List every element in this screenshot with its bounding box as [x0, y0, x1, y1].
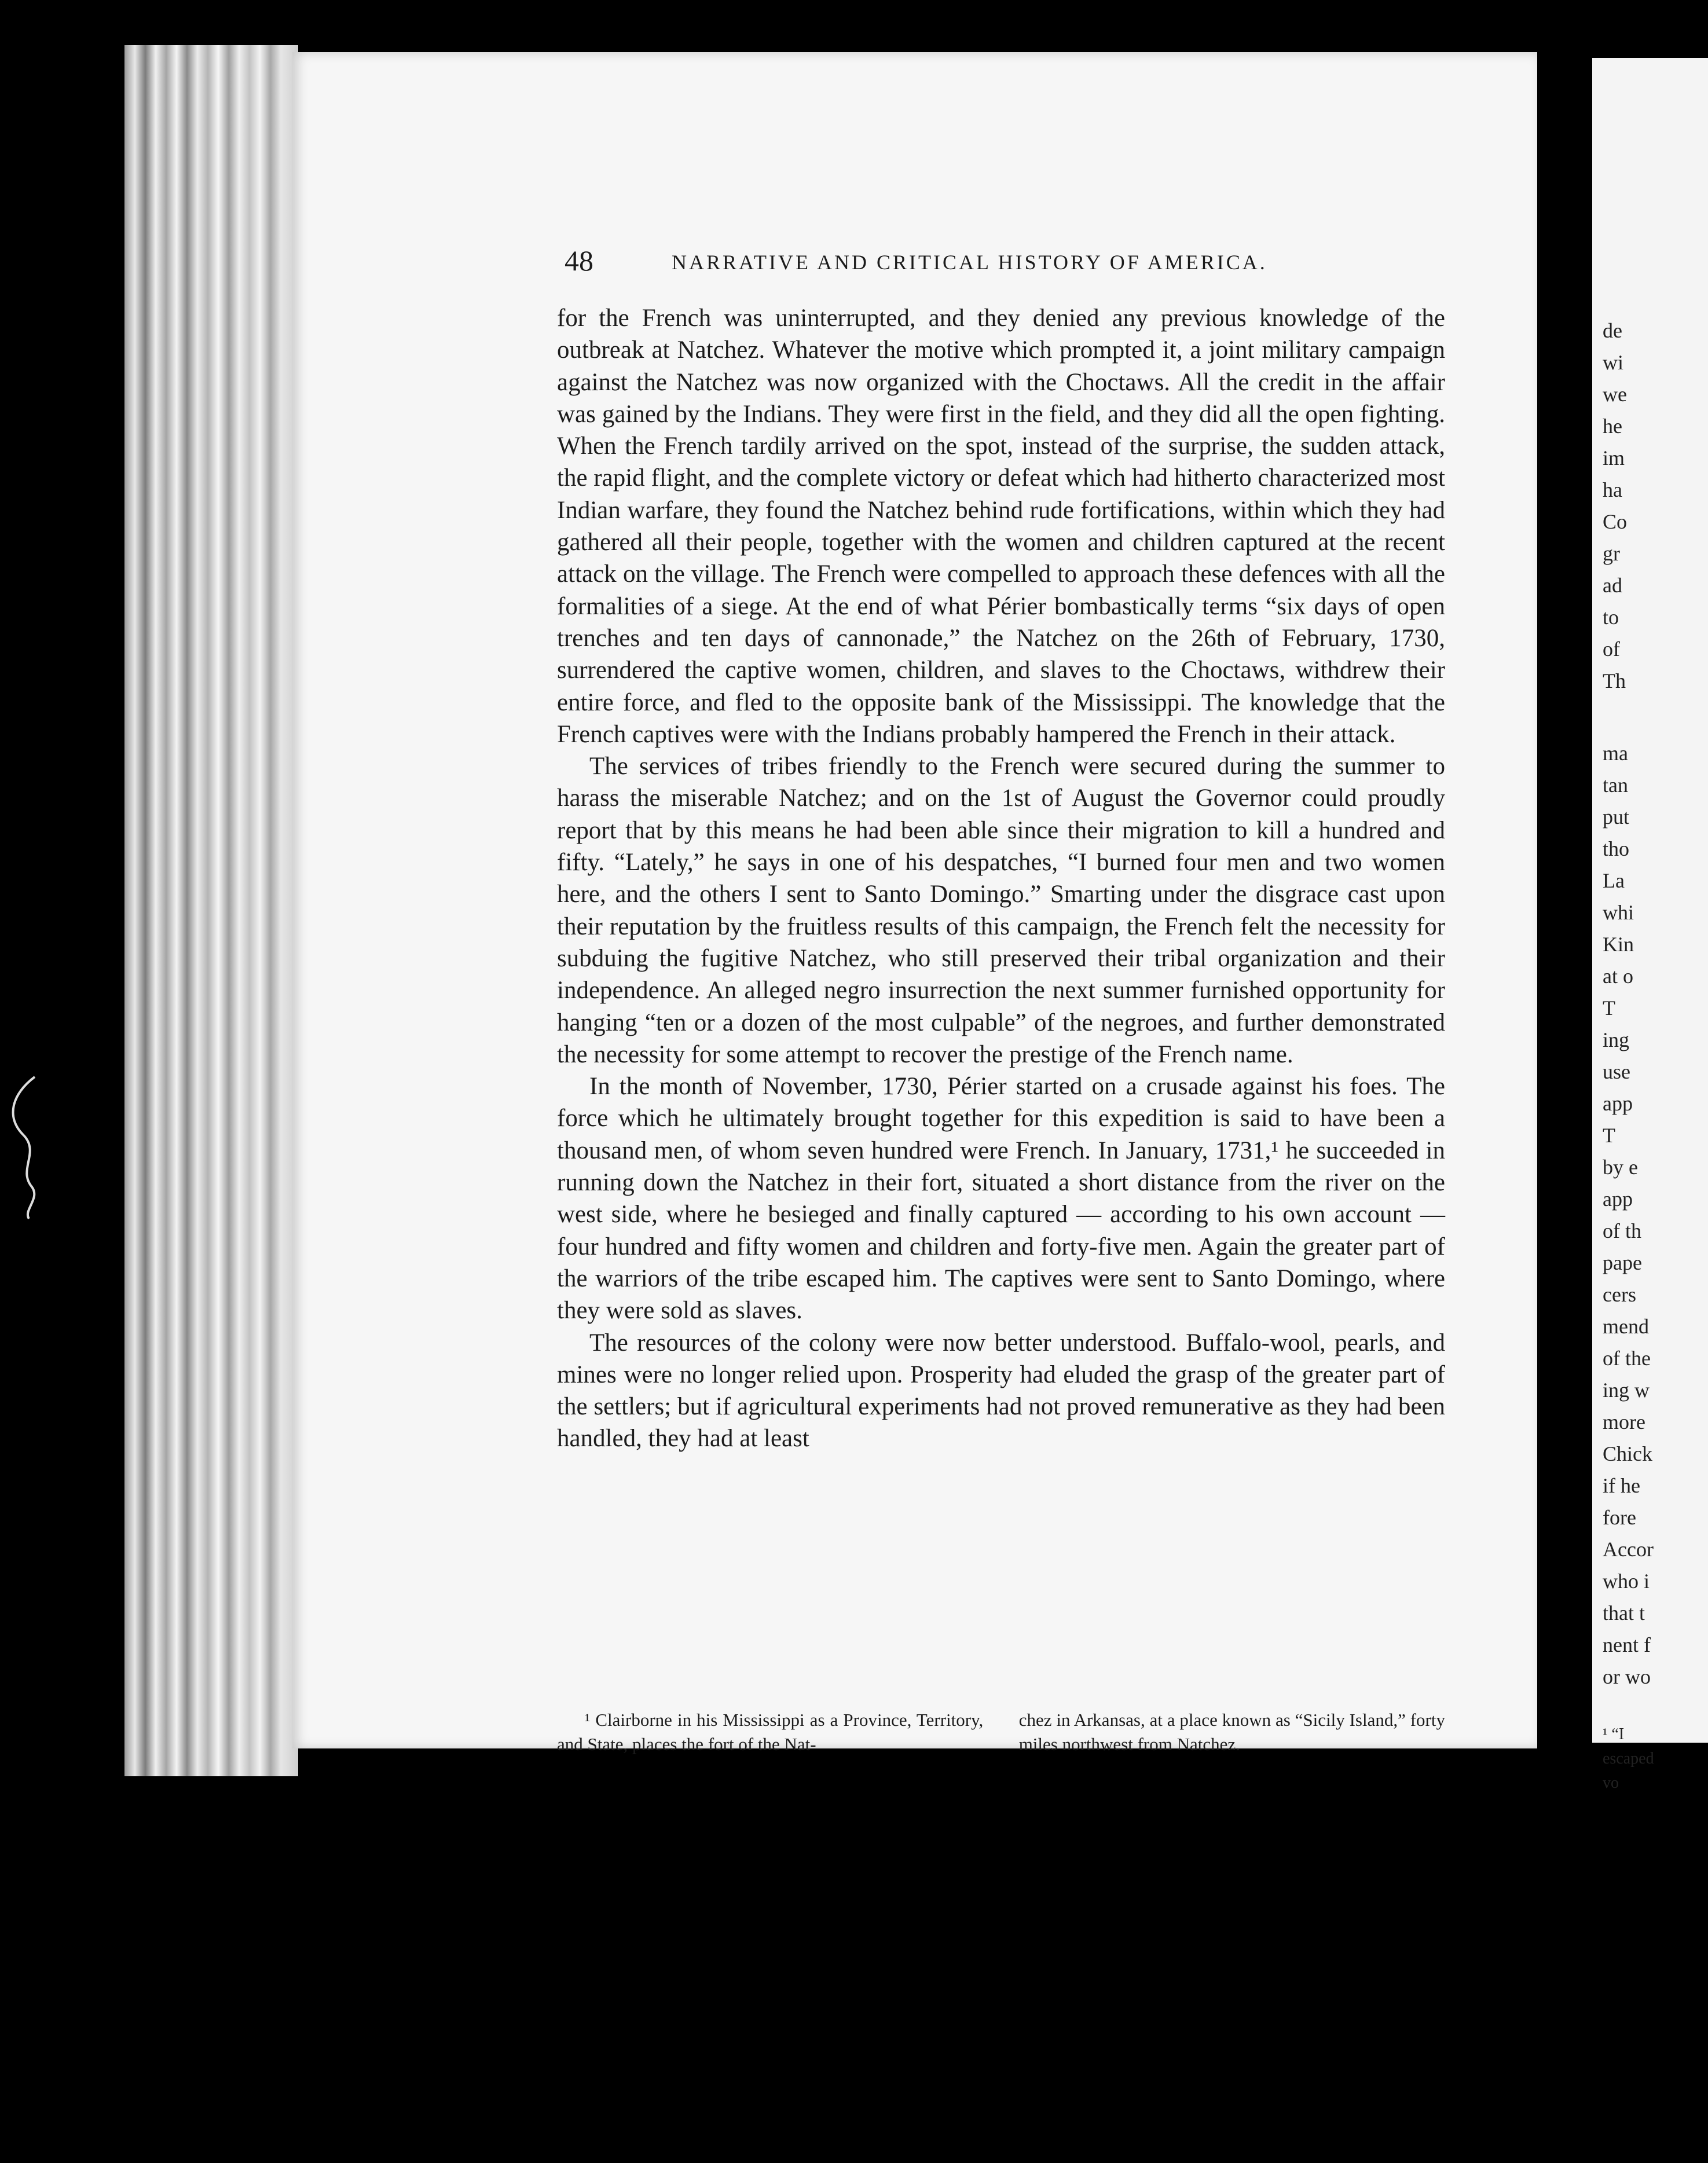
facing-page-text-fragment: pape — [1603, 1251, 1642, 1274]
facing-page-text-fragment: whi — [1603, 901, 1634, 924]
facing-page-text-fragment: Th — [1603, 669, 1626, 692]
facing-page-fragment — [1592, 58, 1708, 1792]
facing-page-text-fragment: app — [1603, 1092, 1633, 1115]
page-header — [565, 243, 1445, 278]
facing-page-text-fragment: Chick — [1603, 1442, 1652, 1465]
facing-page-text-fragment: ¹ “I — [1603, 1725, 1625, 1743]
facing-page-text-fragment: he — [1603, 415, 1622, 438]
facing-page-text-fragment: or wo — [1603, 1665, 1651, 1688]
facing-page-text-fragment: de — [1603, 319, 1622, 342]
facing-page-text-fragment: ad — [1603, 574, 1622, 597]
facing-page-text-fragment: im — [1603, 446, 1625, 470]
facing-page-text-fragment: wi — [1603, 351, 1623, 374]
facing-page-text-fragment: of the — [1603, 1347, 1651, 1370]
facing-page-text-fragment: at o — [1603, 965, 1633, 988]
pencil-mark-graphic — [0, 1071, 52, 1222]
facing-page-text-fragment: of — [1603, 637, 1620, 661]
facing-page-text-fragment: put — [1603, 805, 1630, 828]
facing-page-text-fragment: mend — [1603, 1315, 1649, 1338]
facing-page-text-fragment: nent f — [1603, 1633, 1651, 1656]
facing-page-text-fragment: gr — [1603, 542, 1620, 565]
facing-page-text-fragment: to — [1603, 606, 1619, 629]
footnotes — [557, 1708, 1445, 1757]
facing-page-text-fragment: of th — [1603, 1219, 1641, 1242]
paragraph: for the French was uninterrupted, and they denied any previous knowledge of the outbreak at Natchez. Whatever the motive which prompted it, a joint military campaign against the Natchez was now organized with the Choctaws. All the credit in the affair was gained by the Indians. They were first in the field, and they did all the open fighting. When the French tardily arrived on the spot, instead of the surprise, the sudden attack, the rapid flight, and the complete victory or defeat which had hitherto characterized most Indian warfare, they found the Natchez behind rude fortifications, within which they had gathered all their people, together with the women and children captured at the recent attack on the village. The French were compelled to approach these defences with all the formalities of a siege. At the end of what Périer bombastically terms “six days of open trenches and ten days of cannonade,” the Natchez on the 26th of February, 1730, surrendered the captive women, children, and slaves to the Choctaws, withdrew their entire force, and fled to the opposite bank of the Mississippi. The knowledge that the French captives were with the Indians probably hampered the French in their attack. — [557, 305, 1445, 748]
facing-page-text-fragment: escaped — [1603, 1750, 1654, 1768]
facing-page-text-fragment: T — [1603, 1124, 1615, 1147]
paragraph: The services of tribes friendly to the French were secured during the summer to harass the miserable Natchez; and on the 1st of August the Governor could proudly report that by this means he had been able since their migration to kill a hundred and fifty. “Lately,” he says in one of his despatches, “I burned four men and two women here, and the others I sent to Santo Domingo.” Smarting under the disgrace cast upon their reputation by the fruitless results of this campaign, the French felt the necessity for subduing the fugitive Natchez, who still preserved their tribal organization and their independence. An alleged negro insurrection the next summer furnished opportunity for hanging “ten or a dozen of the most culpable” of the negroes, and further demonstrated the necessity for some attempt to recover the prestige of the French name. — [557, 753, 1445, 1068]
facing-page-text-fragment: cers — [1603, 1283, 1636, 1306]
facing-page-text-fragment: fore — [1603, 1506, 1636, 1529]
body-text — [557, 302, 1445, 1455]
facing-page-text-fragment: vo — [1603, 1774, 1619, 1792]
facing-page-text-fragment: La — [1603, 869, 1625, 892]
facing-page-text-fragment: more — [1603, 1410, 1645, 1434]
facing-page-text-fragment: who i — [1603, 1570, 1650, 1593]
running-head: NARRATIVE AND CRITICAL HISTORY OF AMERICA. — [672, 251, 1267, 274]
facing-page-text-fragment: Accor — [1603, 1538, 1654, 1561]
facing-page-text-fragment: T — [1603, 996, 1615, 1020]
footnote-right: chez in Arkansas, at a place known as “Sicily Island,” forty miles northwest from Natchez. — [1018, 1710, 1445, 1754]
book-page-edges — [124, 45, 298, 1776]
page-number: 48 — [565, 244, 593, 277]
facing-page-text-fragment: by e — [1603, 1156, 1638, 1179]
facing-page-text-fragment: tho — [1603, 837, 1630, 860]
facing-page-text-fragment: ing w — [1603, 1379, 1650, 1402]
facing-page-text-fragment: Kin — [1603, 933, 1634, 956]
facing-page-text-fragment: ma — [1603, 742, 1628, 765]
facing-page-text-fragment: app — [1603, 1187, 1633, 1211]
footnote-left: ¹ Clairborne in his Mississippi as a Province, Territory, and State, places the fort of the Nat- — [557, 1710, 984, 1754]
paragraph: In the month of November, 1730, Périer started on a crusade against his foes. The force which he ultimately brought together for this expedition is said to have been a thousand men, of whom seven hundred were French. In January, 1731,¹ he succeeded in running down the Natchez in their fort, situated a short distance from the river on the west side, where he besieged and finally captured — according to his own account — four hundred and fifty women and children and forty-five men. Again the greater part of the warriors of the tribe escaped him. The captives were sent to Santo Domingo, where they were sold as slaves. — [557, 1073, 1445, 1325]
facing-page-text-fragment: Co — [1603, 510, 1628, 533]
facing-page-text-fragment: we — [1603, 383, 1627, 406]
facing-page-text-fragment: if he — [1603, 1474, 1640, 1497]
facing-page-text-fragment: ing — [1603, 1028, 1630, 1051]
facing-page-text-fragment: that t — [1603, 1601, 1645, 1625]
facing-page-text-fragment: use — [1603, 1060, 1630, 1083]
facing-page-text-fragment: ha — [1603, 478, 1622, 501]
paragraph: The resources of the colony were now better understood. Buffalo-wool, pearls, and mines were no longer relied upon. Prosperity had eluded the grasp of the greater part of the settlers; but if agricultural experiments had not proved remunerative as they had been handled, they had at least — [557, 1329, 1445, 1453]
facing-page-text-fragment: tan — [1603, 773, 1628, 797]
